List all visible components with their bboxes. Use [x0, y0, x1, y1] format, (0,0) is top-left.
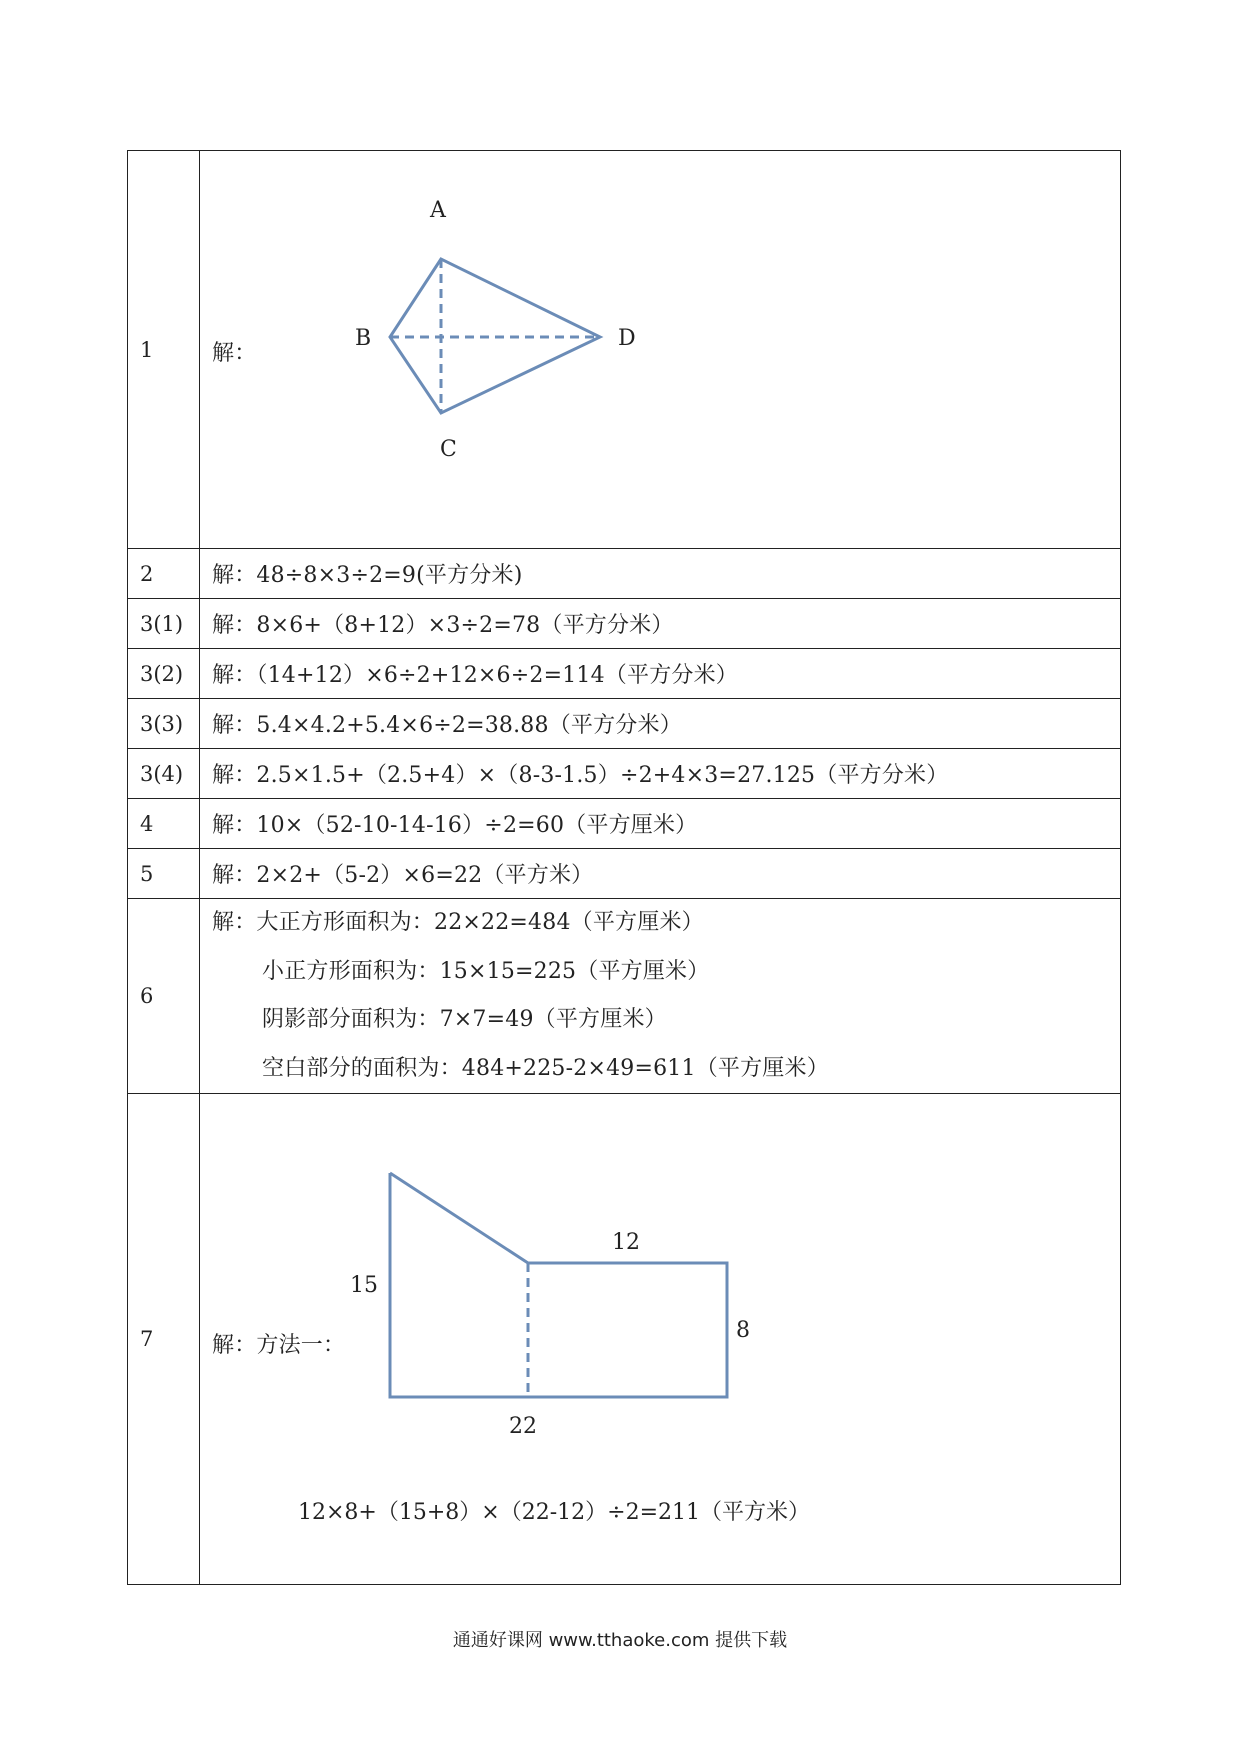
solution-line: 解：48÷8×3÷2=9(平方分米) — [212, 563, 523, 588]
table-row — [128, 849, 1121, 899]
row-number: 3(3) — [128, 699, 200, 749]
solution-line: 解：10×（52-10-14-16）÷2=60（平方厘米） — [212, 813, 698, 838]
dimension-label-bottom: 22 — [509, 1414, 537, 1439]
row-content — [200, 1094, 1121, 1585]
composite-outline — [390, 1173, 727, 1397]
table-row — [128, 599, 1121, 649]
table-row — [128, 649, 1121, 699]
solution-line: 阴影部分面积为：7×7=49（平方厘米） — [262, 1007, 667, 1032]
vertex-label-c: C — [440, 437, 457, 462]
solution-line: 解：（14+12）×6÷2+12×6÷2=114（平方分米） — [212, 663, 738, 688]
solution-line: 解：8×6+（8+12）×3÷2=78（平方分米） — [212, 613, 674, 638]
solution-line: 解：大正方形面积为：22×22=484（平方厘米） — [212, 910, 704, 935]
row-content — [200, 599, 1121, 649]
row-number: 3(1) — [128, 599, 200, 649]
solution-line: 解： — [212, 341, 257, 366]
table-row — [128, 799, 1121, 849]
row-content — [200, 699, 1121, 749]
row-number: 3(4) — [128, 749, 200, 799]
quadrilateral-figure — [200, 151, 1120, 548]
dimension-label-left: 15 — [350, 1273, 378, 1298]
answer-table — [127, 150, 1121, 1585]
vertex-label-a: A — [430, 198, 446, 223]
row-number: 5 — [128, 849, 200, 899]
row-number: 4 — [128, 799, 200, 849]
solution-line: 解：2×2+（5-2）×6=22（平方米） — [212, 863, 594, 888]
row-content — [200, 799, 1121, 849]
row-number: 7 — [128, 1094, 200, 1585]
footer-credit: 通通好课网 www.tthaoke.com 提供下载 — [452, 1630, 788, 1651]
row-content — [200, 849, 1121, 899]
row-content — [200, 649, 1121, 699]
table-row — [128, 749, 1121, 799]
table-row — [128, 699, 1121, 749]
solution-line: 空白部分的面积为：484+225-2×49=611（平方厘米） — [262, 1055, 829, 1081]
row-content — [200, 899, 1121, 1094]
row-content — [200, 151, 1121, 549]
row-number: 3(2) — [128, 649, 200, 699]
vertex-label-d: D — [618, 326, 636, 351]
row-content — [200, 749, 1121, 799]
row-number: 1 — [128, 151, 200, 549]
row-content — [200, 549, 1121, 599]
vertex-label-b: B — [355, 326, 372, 351]
table-row — [128, 899, 1121, 1094]
solution-line: 解：2.5×1.5+（2.5+4）×（8-3-1.5）÷2+4×3=27.125（平方分米） — [212, 763, 949, 788]
solution-line: 解：5.4×4.2+5.4×6÷2=38.88（平方分米） — [212, 713, 682, 738]
solution-line: 12×8+（15+8）×（22-12）÷2=211（平方米） — [298, 1500, 810, 1525]
table-row — [128, 549, 1121, 599]
table-row — [128, 151, 1121, 549]
dimension-label-right: 8 — [736, 1318, 750, 1343]
solution-line: 解：方法一： — [212, 1332, 346, 1358]
dimension-label-top: 12 — [612, 1230, 640, 1255]
solution-line: 小正方形面积为：15×15=225（平方厘米） — [262, 958, 710, 984]
row-number: 2 — [128, 549, 200, 599]
row-number: 6 — [128, 899, 200, 1094]
table-row — [128, 1094, 1121, 1585]
composite-figure — [200, 1094, 1120, 1584]
